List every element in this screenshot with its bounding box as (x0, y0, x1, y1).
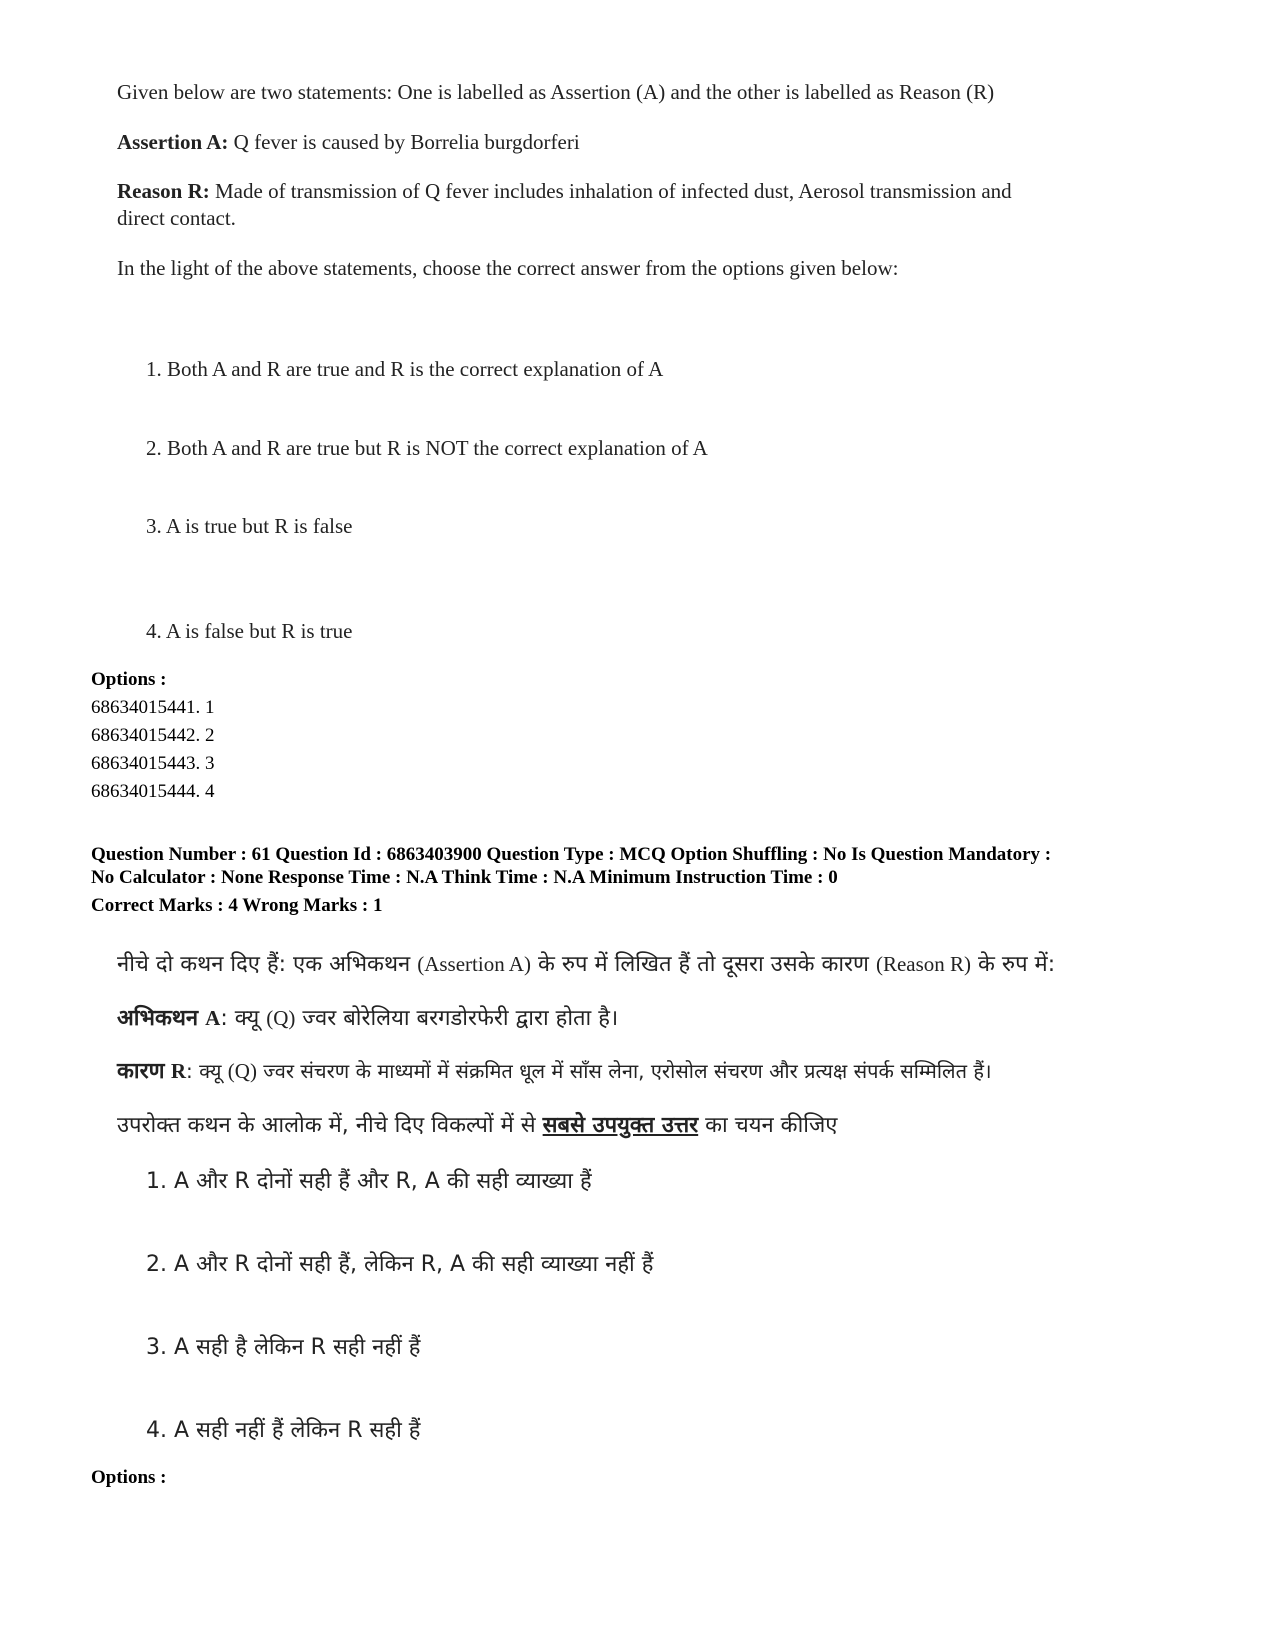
q61-hi-choice-3: 3. A सही है लेकिन R सही नहीं हैं (146, 1335, 421, 1360)
q60-assertion (117, 130, 580, 155)
hi-assertion-part: : क्यू (220, 1006, 267, 1031)
q60-choice-1: 1. Both A and R are true and R is the correct explanation of A (146, 357, 664, 381)
hi-instruction-part: उपरोक्त कथन के आलोक में, नीचे दिए विकल्पों में से (117, 1113, 543, 1138)
q61-hi-instruction (117, 1109, 837, 1139)
reason-text: Made of transmission of Q fever includes inhalation of infected dust, Aerosol transmission and (215, 179, 1012, 203)
q61-options-heading: Options : (91, 1467, 167, 1488)
hi-assertion-label: अभिकथन (117, 1006, 199, 1031)
q60-intro: Given below are two statements: One is labelled as Assertion (A) and the other is labelled as Reason (R) (117, 80, 995, 104)
hi-assertion-letter: A (205, 1006, 221, 1030)
hi-intro-part: के रुप में लिखित हैं तो दूसरा उसके कारण (530, 952, 876, 977)
q61-hi-intro (117, 948, 1055, 978)
option-id-1: 68634015441. 1 (91, 697, 215, 718)
q60-reason (117, 179, 1012, 204)
q60-option-list (91, 694, 215, 806)
q61-meta-line1: Question Number : 61 Question Id : 6863403900 Question Type : MCQ Option Shuffling : No Is Question Mandatory : (91, 844, 1052, 865)
hi-intro-part: नीचे दो कथन दिए हैं: एक अभिकथन (117, 952, 418, 977)
q61-hi-reason (117, 1055, 992, 1085)
q60-instruction: In the light of the above statements, choose the correct answer from the options given below: (117, 256, 899, 280)
assertion-text: Q fever is caused by Borrelia burgdorferi (233, 130, 580, 154)
hi-assertion-q: (Q) (266, 1006, 296, 1030)
q60-options-heading: Options : (91, 669, 167, 690)
q61-hi-choice-1: 1. A और R दोनों सही हैं और R, A की सही व्याख्या हैं (146, 1169, 592, 1194)
hi-reason-letter: R (170, 1059, 187, 1083)
q61-hi-choice-2: 2. A और R दोनों सही हैं, लेकिन R, A की सही व्याख्या नहीं हैं (146, 1252, 654, 1277)
q60-choice-2: 2. Both A and R are true but R is NOT the correct explanation of A (146, 436, 708, 460)
hi-reason-label: कारण (117, 1059, 165, 1084)
hi-reason-part: ज्वर संचरण के माध्यमों में संक्रमित धूल में साँस लेना, एरोसोल संचरण और प्रत्यक्ष संपर्क सम्मिलित हैं। (256, 1059, 992, 1083)
hi-intro-part: के रुप में: (971, 952, 1056, 977)
hi-instruction-part: का चयन कीजिए (698, 1113, 838, 1138)
assertion-label: Assertion A: (117, 130, 229, 154)
q60-choice-3: 3. A is true but R is false (146, 514, 353, 538)
option-id-2: 68634015442. 2 (91, 725, 215, 746)
hi-reason-part: : क्यू (186, 1059, 228, 1083)
option-id-4: 68634015444. 4 (91, 781, 215, 802)
option-id-3: 68634015443. 3 (91, 753, 215, 774)
q60-choice-4: 4. A is false but R is true (146, 619, 353, 643)
hi-assertion-part: ज्वर बोरेलिया बरगडोरफेरी द्वारा होता है। (295, 1006, 619, 1031)
reason-label: Reason R: (117, 179, 210, 203)
hi-instruction-emphasis: सबसे उपयुक्त उत्तर (542, 1113, 699, 1138)
hi-reason-q: (Q) (227, 1059, 257, 1083)
hi-intro-reason-tag: (Reason R) (875, 952, 972, 976)
q61-hi-assertion (117, 1002, 618, 1032)
q61-meta-line2: No Calculator : None Response Time : N.A Think Time : N.A Minimum Instruction Time : 0 (91, 867, 838, 888)
q61-hi-choice-4: 4. A सही नहीं हैं लेकिन R सही हैं (146, 1418, 421, 1443)
q61-marks: Correct Marks : 4 Wrong Marks : 1 (91, 895, 383, 916)
q60-reason-line2: direct contact. (117, 206, 236, 230)
hi-intro-assertion-tag: (Assertion A) (417, 952, 531, 976)
